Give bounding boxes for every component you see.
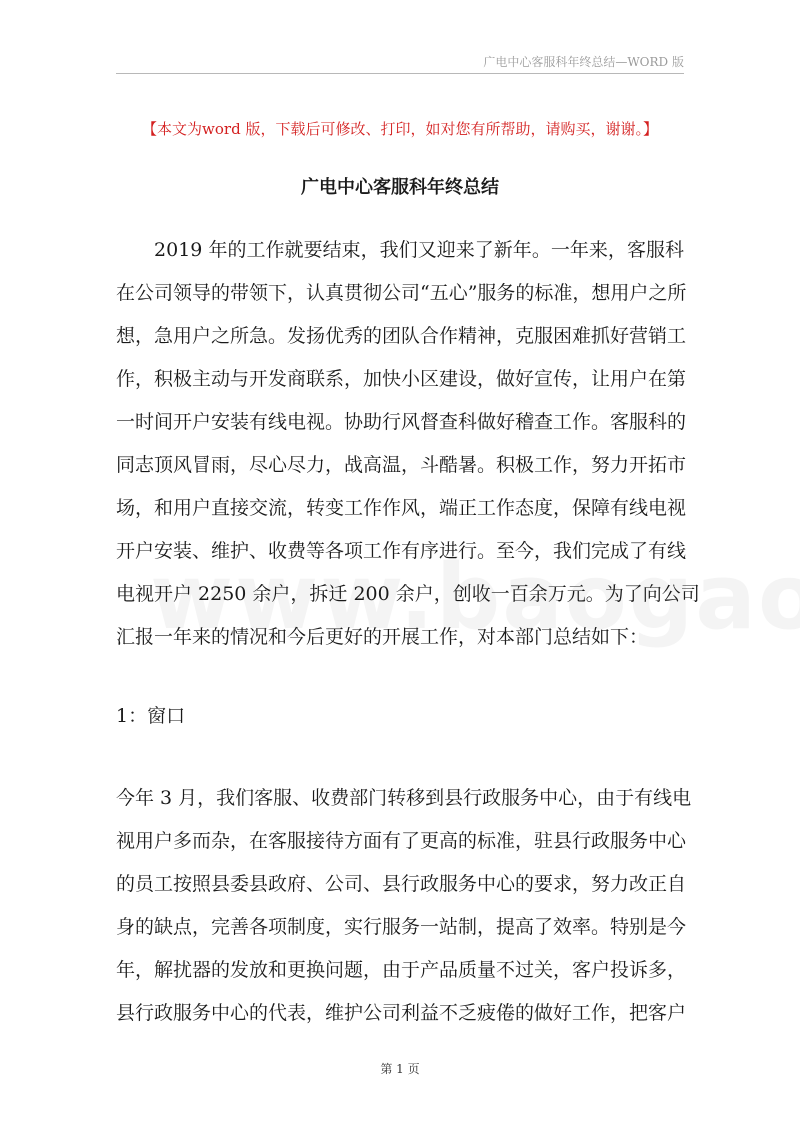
intro-line-5: 一时间开户安装有线电视。协助行风督查科做好稽查工作。客服科的 [116, 411, 687, 433]
header-rule [116, 73, 684, 74]
section1-line-6: 县行政服务中心的代表，维护公司利益不乏疲倦的做好工作，把客户 [116, 1002, 687, 1024]
intro-line-1: 2019 年的工作就要结束，我们又迎来了新年。一年来，客服科 [116, 239, 684, 261]
purchase-notice: 【本文为word 版，下载后可修改、打印，如对您有所帮助，请购买，谢谢。】 [142, 120, 658, 138]
intro-line-6: 同志顶风冒雨，尽心尽力，战高温，斗酷暑。积极工作，努力开拓市 [116, 454, 687, 476]
section1-line-3: 的员工按照县委县政府、公司、县行政服务中心的要求，努力改正自 [116, 873, 687, 895]
intro-line-3: 想，急用户之所急。发扬优秀的团队合作精神，克服困难抓好营销工 [116, 325, 687, 347]
intro-line-9: 电视开户 2250 余户，拆迁 200 余户，创收一百余万元。为了向公司 [116, 583, 700, 605]
section1-line-2: 视用户多而杂，在客服接待方面有了更高的标准，驻县行政服务中心 [116, 830, 687, 852]
running-header: 广电中心客服科年终总结—WORD 版 [483, 55, 684, 69]
section-heading-window: 1：窗口 [116, 705, 186, 727]
intro-line-8: 开户安装、维护、收费等各项工作有序进行。至今，我们完成了有线 [116, 540, 687, 562]
intro-line-7: 场，和用户直接交流，转变工作作风，端正工作态度，保障有线电视 [116, 497, 687, 519]
page-number: 第 1 页 [380, 1062, 420, 1076]
section1-line-1: 今年 3 月，我们客服、收费部门转移到县行政服务中心，由于有线电 [116, 787, 692, 809]
intro-line-4: 作，积极主动与开发商联系，加快小区建设，做好宣传，让用户在第 [116, 368, 687, 390]
section1-line-4: 身的缺点，完善各项制度，实行服务一站制，提高了效率。特别是今 [116, 916, 687, 938]
section1-line-5: 年，解扰器的发放和更换问题，由于产品质量不过关，客户投诉多， [116, 959, 687, 981]
intro-line-10: 汇报一年来的情况和今后更好的开展工作，对本部门总结如下： [116, 626, 649, 648]
document-title: 广电中心客服科年终总结 [301, 177, 499, 198]
intro-line-2: 在公司领导的带领下，认真贯彻公司“五心”服务的标准，想用户之所 [116, 282, 687, 304]
